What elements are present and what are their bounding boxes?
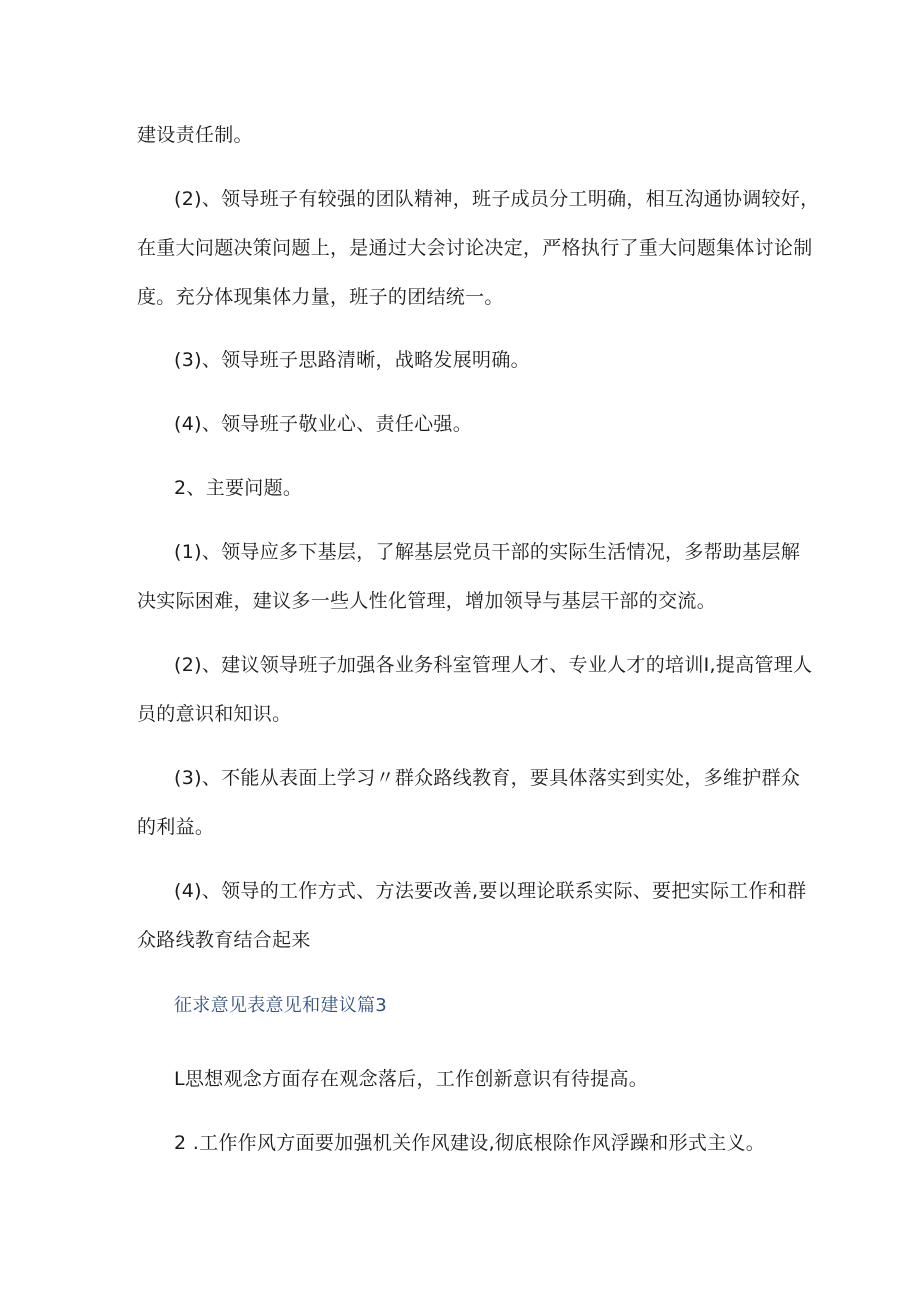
paragraph-line: (3)、领导班子思路清晰，战略发展明确。 xyxy=(174,349,530,371)
paragraph-line: (4)、领导的工作方式、方法要改善,要以理论联系实际、要把实际工作和群 xyxy=(174,880,807,902)
paragraph-line: (1)、领导应多下基层，了解基层党员干部的实际生活情况，多帮助基层解 xyxy=(174,541,801,563)
paragraph-line: 众路线教育结合起来 xyxy=(137,929,311,951)
paragraph-line: 在重大问题决策问题上，是通过大会讨论决定，严格执行了重大问题集体讨论制 xyxy=(137,237,813,259)
paragraph-line: 2、主要问题。 xyxy=(174,477,303,499)
paragraph-line: (2)、领导班子有较强的团队精神，班子成员分工明确，相互沟通协调较好， xyxy=(174,188,820,210)
section-heading: 征求意见表意见和建议篇3 xyxy=(174,995,388,1016)
paragraph-line: 决实际困难，建议多一些人性化管理，增加领导与基层干部的交流。 xyxy=(137,590,717,612)
paragraph-line: (3)、不能从表面上学习〃群众路线教育，要具体落实到实处，多维护群众 xyxy=(174,767,801,789)
paragraph-line: 员的意识和知识。 xyxy=(137,703,292,725)
paragraph-line: (2)、建议领导班子加强各业务科室管理人才、专业人才的培训I,提高管理人 xyxy=(174,654,813,676)
paragraph-line: L思想观念方面存在观念落后，工作创新意识有待提高。 xyxy=(174,1068,649,1090)
paragraph-line: 的利益。 xyxy=(137,816,215,838)
paragraph-line: 建设责任制。 xyxy=(137,124,253,146)
paragraph-line: 2 .工作作风方面要加强机关作风建设,彻底根除作风浮躁和形式主义。 xyxy=(174,1132,766,1154)
paragraph-line: (4)、领导班子敬业心、责任心强。 xyxy=(174,413,473,435)
paragraph-line: 度。充分体现集体力量，班子的团结统一。 xyxy=(137,286,504,308)
